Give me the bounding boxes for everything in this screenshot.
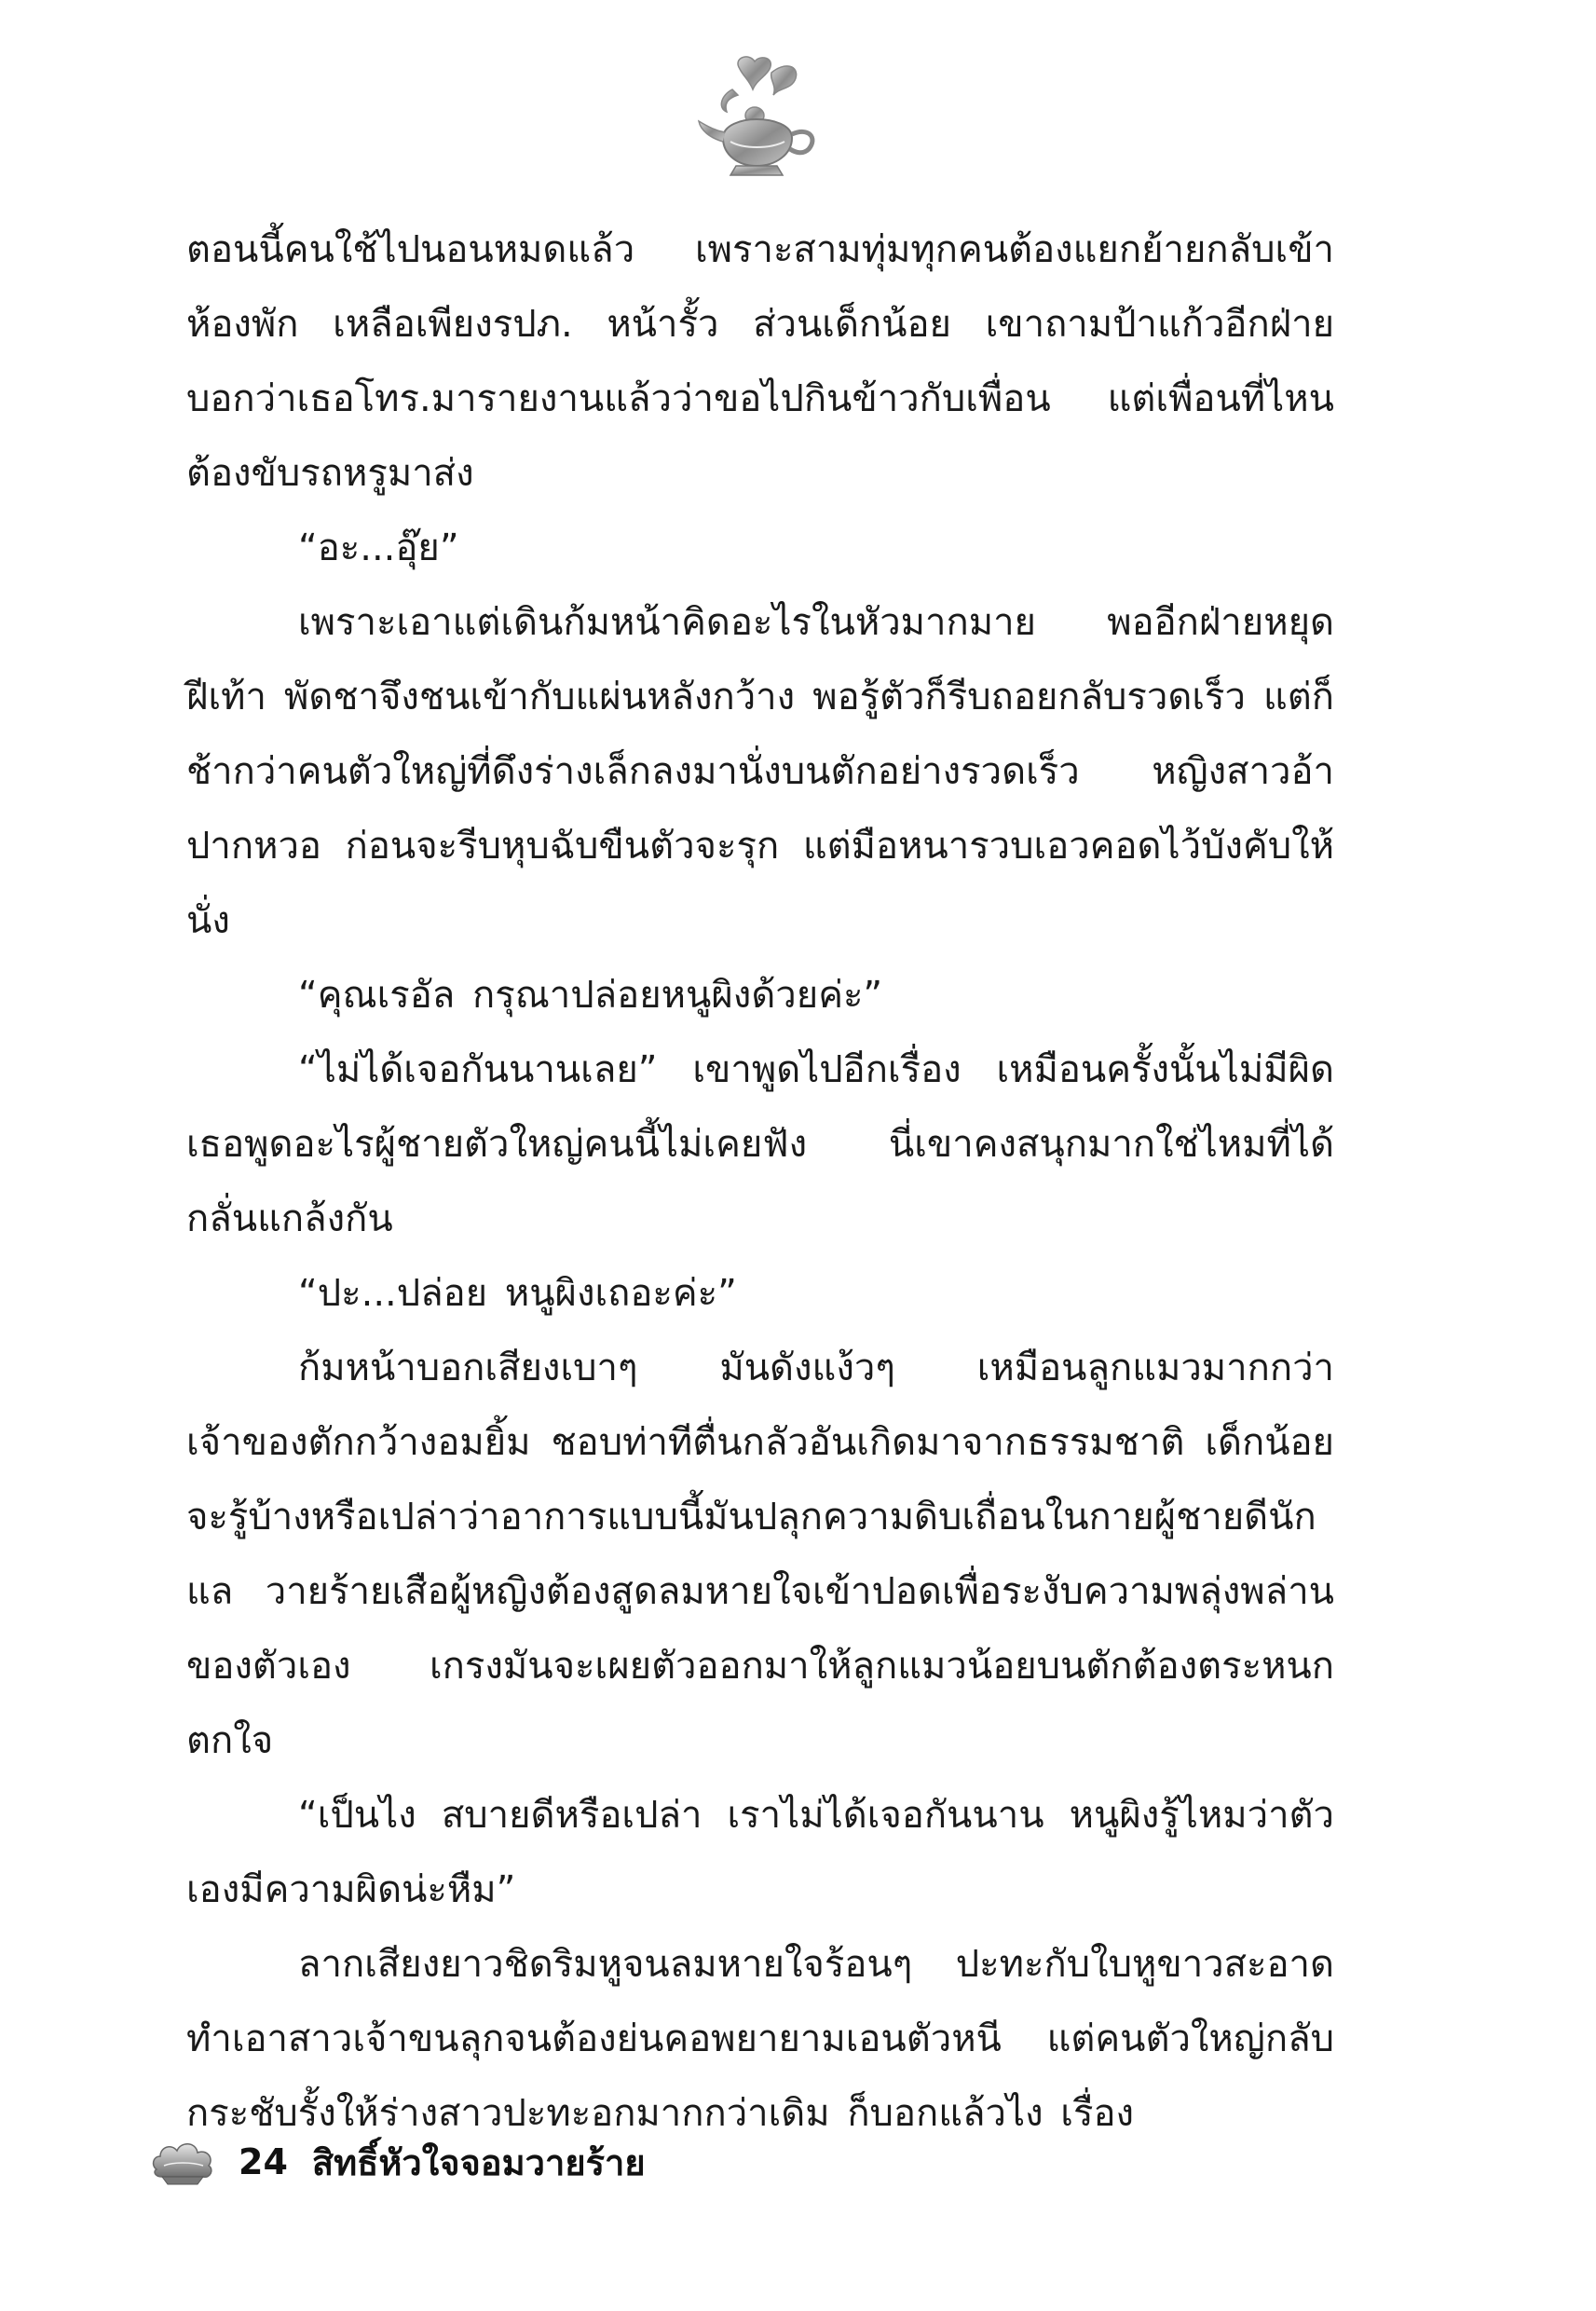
paragraph: “อะ...อุ๊ย” (298, 526, 459, 569)
paragraph: “ไม่ได้เจอกันนานเลย” เขาพูดไปอีกเรื่อง เหมือนครั้งนั้นไม่มีผิด เธอพูดอะไรผู้ชายตัวใหญ่คนนี้ไม่เคยฟัง นี่เขาคงสนุกมากใช่ไหมที่ได้กลั่นแกล้งกัน (186, 1048, 1334, 1240)
paragraph: “คุณเรอัล กรุณาปล่อยหนูผิงด้วยค่ะ” (298, 974, 883, 1017)
paragraph: “ปะ...ปล่อย หนูผิงเถอะค่ะ” (298, 1272, 737, 1315)
cloud-ornament-icon (149, 2138, 216, 2186)
page-footer (149, 2129, 646, 2195)
book-title: สิทธิ์หัวใจจอมวายร้าย (311, 2141, 646, 2183)
paragraph: ตอนนี้คนใช้ไปนอนหมดแล้ว เพราะสามทุ่มทุกคนต้องแยกย้ายกลับเข้าห้องพัก เหลือเพียงรปภ. หน้ารั้ว ส่วนเด็กน้อย เขาถามป้าแก้วอีกฝ่ายบอกว่าเธอโทร.มารายงานแล้วว่าขอไปกินข้าวกับเพื่อน แต่เพื่อนที่ไหนต้องขับรถหรูมาส่ง (186, 228, 1334, 495)
paragraph: “เป็นไง สบายดีหรือเปล่า เราไม่ได้เจอกันนาน หนูผิงรู้ไหมว่าตัวเองมีความผิดน่ะหืม” (186, 1794, 1334, 1911)
paragraph: เพราะเอาแต่เดินก้มหน้าคิดอะไรในหัวมากมาย พออีกฝ่ายหยุดฝีเท้า พัดชาจึงชนเข้ากับแผ่นหลังกว้าง พอรู้ตัวก็รีบถอยกลับรวดเร็ว แต่ก็ช้ากว่าคนตัวใหญ่ที่ดึงร่างเล็กลงมานั่งบนตักอย่างรวดเร็ว หญิงสาวอ้าปากหวอ ก่อนจะรีบหุบฉับขืนตัวจะรุก แต่มือหนารวบเอวคอดไว้บังคับให้นั่ง (186, 601, 1334, 942)
page-number: 24 (239, 2141, 288, 2182)
main-text (186, 212, 1334, 2151)
paragraph: ลากเสียงยาวชิดริมหูจนลมหายใจร้อนๆ ปะทะกับใบหูขาวสะอาด ทำเอาสาวเจ้าขนลุกจนต้องย่นคอพยายามเอนตัวหนี แต่คนตัวใหญ่กลับกระชับรั้งให้ร่างสาวปะทะอกมากกว่าเดิม ก็บอกแล้วไง เรื่อง (186, 1943, 1334, 2135)
cupid-teapot-ornament-icon (695, 52, 825, 192)
paragraph: ก้มหน้าบอกเสียงเบาๆ มันดังแง้วๆ เหมือนลูกแมวมากกว่า เจ้าของตักกว้างอมยิ้ม ชอบท่าทีตื่นกลัวอันเกิดมาจากธรรมชาติ เด็กน้อยจะรู้บ้างหรือเปล่าว่าอาการแบบนี้มันปลุกความดิบเถื่อนในกายผู้ชายดีนักแล วายร้ายเสือผู้หญิงต้องสูดลมหายใจเข้าปอดเพื่อระงับความพลุ่งพล่านของตัวเอง เกรงมันจะเผยตัวออกมาให้ลูกแมวน้อยบนตักต้องตระหนกตกใจ (186, 1347, 1334, 1762)
